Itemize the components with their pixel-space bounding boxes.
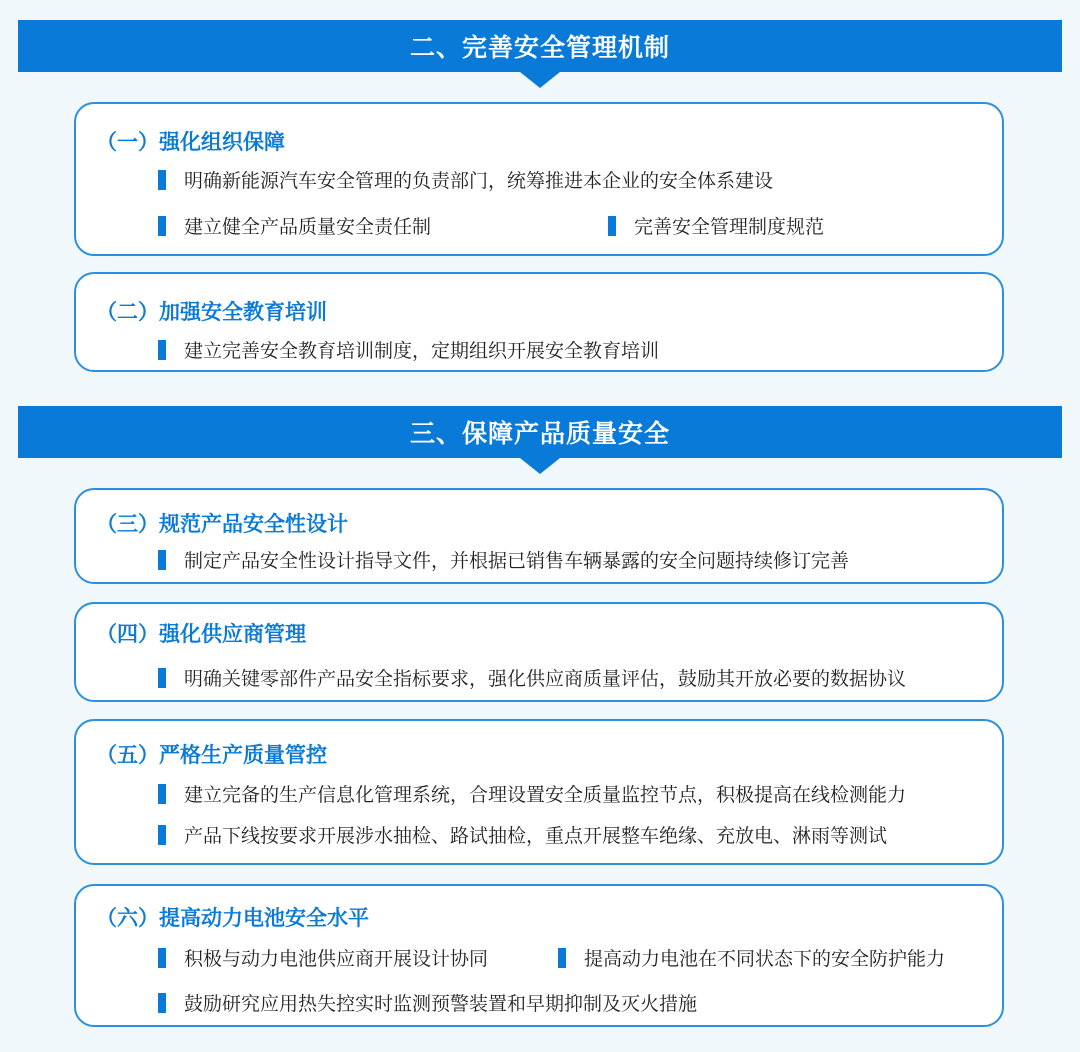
card-organization <box>74 102 1004 256</box>
item-text: 鼓励研究应用热失控实时监测预警装置和早期抑制及灭火措施 <box>184 993 698 1015</box>
bullet-bar-icon <box>158 948 166 968</box>
item-text: 提高动力电池在不同状态下的安全防护能力 <box>584 948 946 970</box>
item-text: 明确关键零部件产品安全指标要求，强化供应商质量评估，鼓励其开放必要的数据协议 <box>184 668 907 690</box>
item-text: 建立完善安全教育培训制度，定期组织开展安全教育培训 <box>184 340 660 362</box>
item-text: 积极与动力电池供应商开展设计协同 <box>184 948 489 970</box>
bullet-bar-icon <box>158 216 166 236</box>
item-text: 明确新能源汽车安全管理的负责部门，统筹推进本企业的安全体系建设 <box>184 170 774 192</box>
item-text: 建立完备的生产信息化管理系统，合理设置安全质量监控节点，积极提高在线检测能力 <box>184 784 907 806</box>
list-item <box>158 212 431 239</box>
list-item <box>158 546 849 573</box>
bullet-bar-icon <box>558 948 566 968</box>
item-text: 建立健全产品质量安全责任制 <box>184 216 432 238</box>
section-title: 二、完善安全管理机制 <box>409 33 670 62</box>
section-banner-quality <box>18 406 1062 458</box>
list-item <box>608 212 824 239</box>
list-item <box>158 821 887 848</box>
list-item <box>558 944 945 971</box>
list-item <box>158 664 906 691</box>
list-item <box>158 166 773 193</box>
bullet-bar-icon <box>158 993 166 1013</box>
bullet-bar-icon <box>158 170 166 190</box>
list-item <box>158 780 906 807</box>
card-title: （二）加强安全教育培训 <box>96 300 327 324</box>
card-title: （四）强化供应商管理 <box>96 622 306 646</box>
bullet-bar-icon <box>158 825 166 845</box>
card-production <box>74 719 1004 865</box>
bullet-bar-icon <box>158 784 166 804</box>
list-item <box>158 989 697 1016</box>
card-title: （六）提高动力电池安全水平 <box>96 906 369 930</box>
list-item <box>158 944 488 971</box>
item-text: 产品下线按要求开展涉水抽检、路试抽检，重点开展整车绝缘、充放电、淋雨等测试 <box>184 825 888 847</box>
bullet-bar-icon <box>158 340 166 360</box>
section-banner-management <box>18 20 1062 72</box>
card-title: （五）严格生产质量管控 <box>96 743 327 767</box>
item-text: 制定产品安全性设计指导文件，并根据已销售车辆暴露的安全问题持续修订完善 <box>184 550 850 572</box>
bullet-bar-icon <box>608 216 616 236</box>
card-title: （三）规范产品安全性设计 <box>96 512 348 536</box>
section-title: 三、保障产品质量安全 <box>409 419 670 448</box>
card-battery <box>74 884 1004 1027</box>
bullet-bar-icon <box>158 668 166 688</box>
card-title: （一）强化组织保障 <box>96 130 285 154</box>
card-design <box>74 488 1004 584</box>
list-item <box>158 336 659 363</box>
item-text: 完善安全管理制度规范 <box>634 216 825 238</box>
bullet-bar-icon <box>158 550 166 570</box>
card-training <box>74 272 1004 372</box>
card-supplier <box>74 602 1004 702</box>
